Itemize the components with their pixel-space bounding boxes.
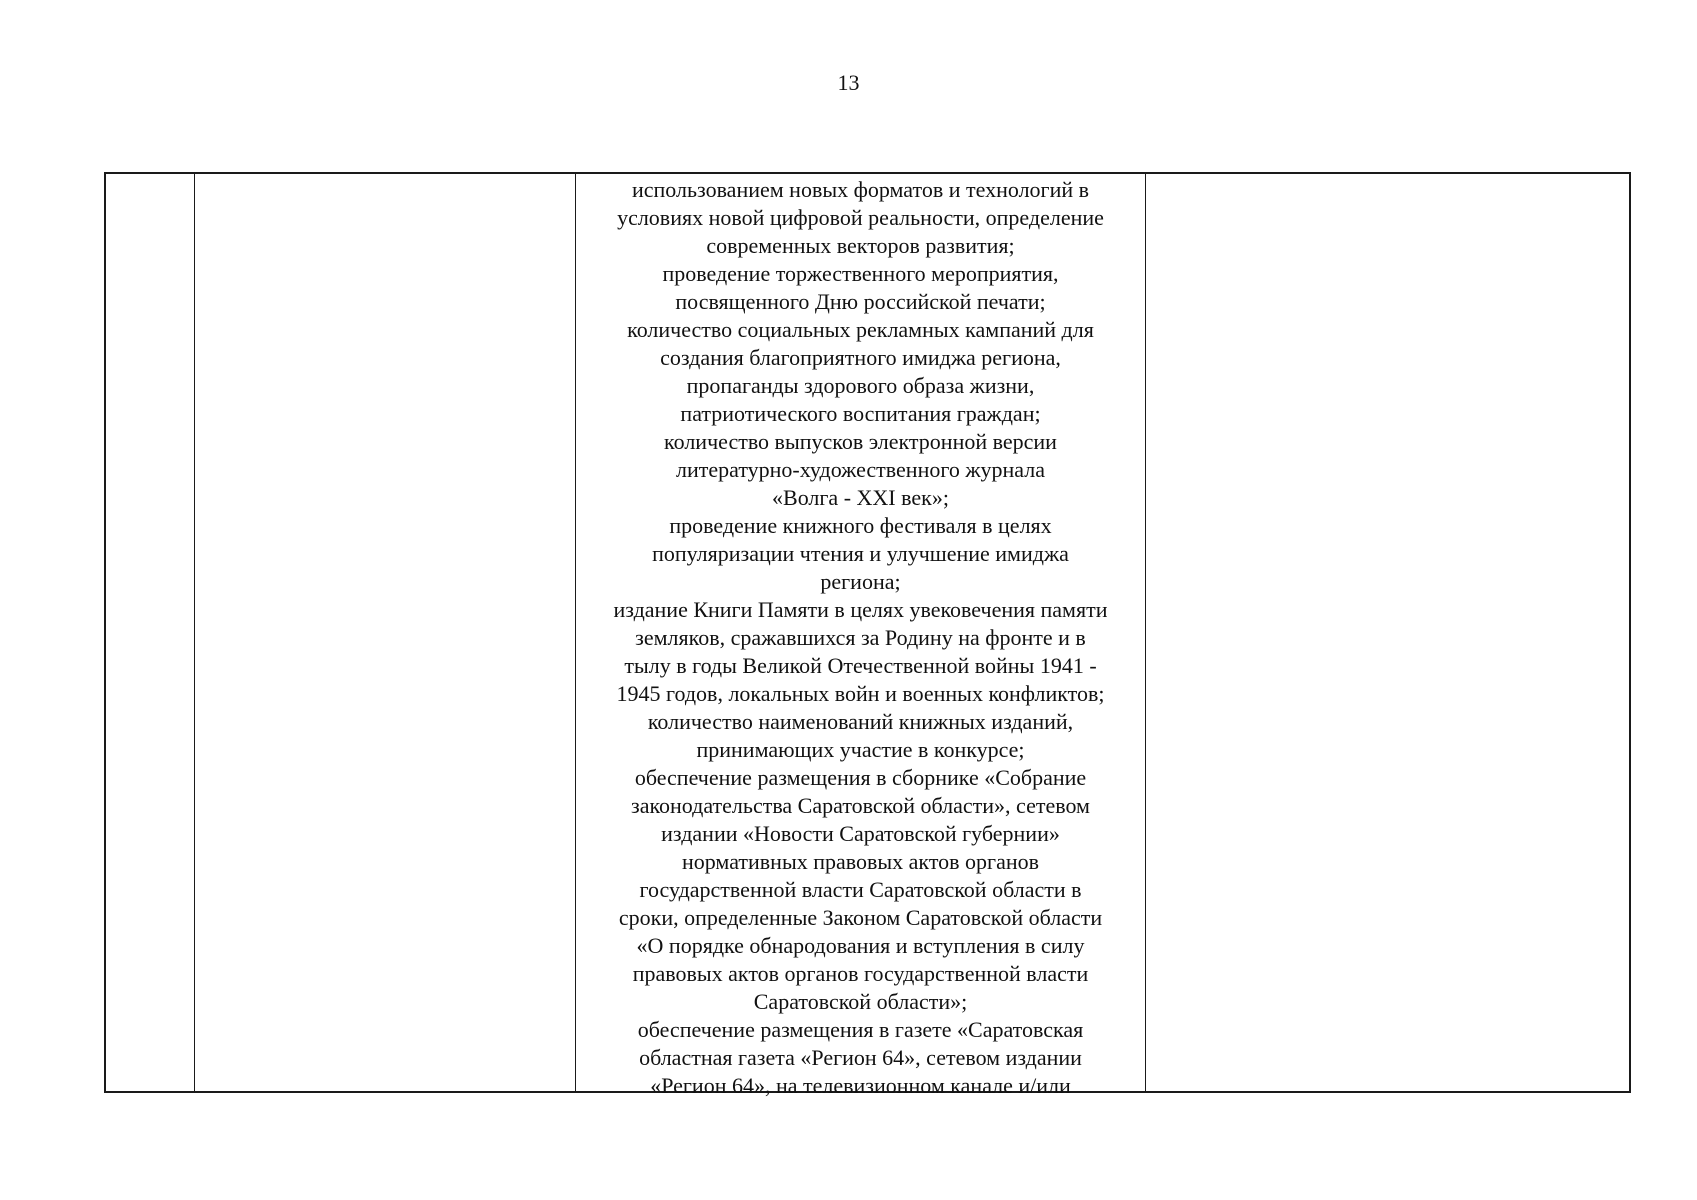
text-line: количество выпусков электронной версии: [664, 429, 1057, 454]
table-cell-extra: [1146, 174, 1629, 1091]
text-line: «Регион 64», на телевизионном канале и/или: [650, 1073, 1071, 1098]
text-line: патриотического воспитания граждан;: [680, 401, 1041, 426]
text-line: пропаганды здорового образа жизни,: [686, 373, 1035, 398]
text-line: принимающих участие в конкурсе;: [696, 737, 1025, 762]
text-line: издании «Новости Саратовской губернии»: [661, 821, 1060, 846]
text-line: нормативных правовых актов органов: [681, 849, 1039, 874]
text-line: обеспечение размещения в сборнике «Собрание: [634, 765, 1087, 790]
text-line: условиях новой цифровой реальности, определение: [617, 205, 1104, 230]
text-line: земляков, сражавшихся за Родину на фронте и в: [635, 625, 1086, 650]
text-line: Саратовской области»;: [753, 989, 968, 1014]
text-line: проведение книжного фестиваля в целях: [669, 513, 1052, 538]
text-line: 1945 годов, локальных войн и военных конфликтов;: [616, 681, 1105, 706]
text-line: правовых актов органов государственной власти: [632, 961, 1089, 986]
document-table: [104, 172, 1631, 1098]
text-line: тылу в годы Великой Отечественной войны 1941 -: [624, 653, 1097, 678]
text-line: проведение торжественного мероприятия,: [662, 261, 1059, 286]
text-line: региона;: [820, 569, 901, 594]
text-line: «Волга - XXI век»;: [772, 485, 949, 510]
table-cell-number: [106, 174, 195, 1091]
text-line: популяризации чтения и улучшение имиджа: [652, 541, 1069, 566]
text-line: использованием новых форматов и технологий в: [631, 177, 1089, 202]
text-line: государственной власти Саратовской области в: [639, 877, 1082, 902]
table-cell-indicators: [576, 174, 1146, 1098]
page-number: 13: [837, 70, 860, 95]
table-cell-name: [195, 174, 576, 1091]
text-line: сроки, определенные Законом Саратовской области: [618, 905, 1103, 930]
text-line: обеспечение размещения в газете «Саратовская: [637, 1017, 1084, 1042]
text-line: законодательства Саратовской области», сетевом: [631, 793, 1090, 818]
indicators-text: [576, 176, 1145, 1100]
text-line: количество наименований книжных изданий,: [647, 709, 1074, 734]
text-line: «О порядке обнародования и вступления в силу: [636, 933, 1085, 958]
text-line: литературно-художественного журнала: [676, 457, 1045, 482]
text-line: современных векторов развития;: [706, 233, 1015, 258]
text-line: издание Книги Памяти в целях увековечения памяти: [613, 597, 1108, 622]
text-line: посвященного Дню российской печати;: [675, 289, 1046, 314]
text-line: областная газета «Регион 64», сетевом издании: [639, 1045, 1082, 1070]
text-line: количество социальных рекламных кампаний для: [627, 317, 1094, 342]
text-line: создания благоприятного имиджа региона,: [660, 345, 1061, 370]
